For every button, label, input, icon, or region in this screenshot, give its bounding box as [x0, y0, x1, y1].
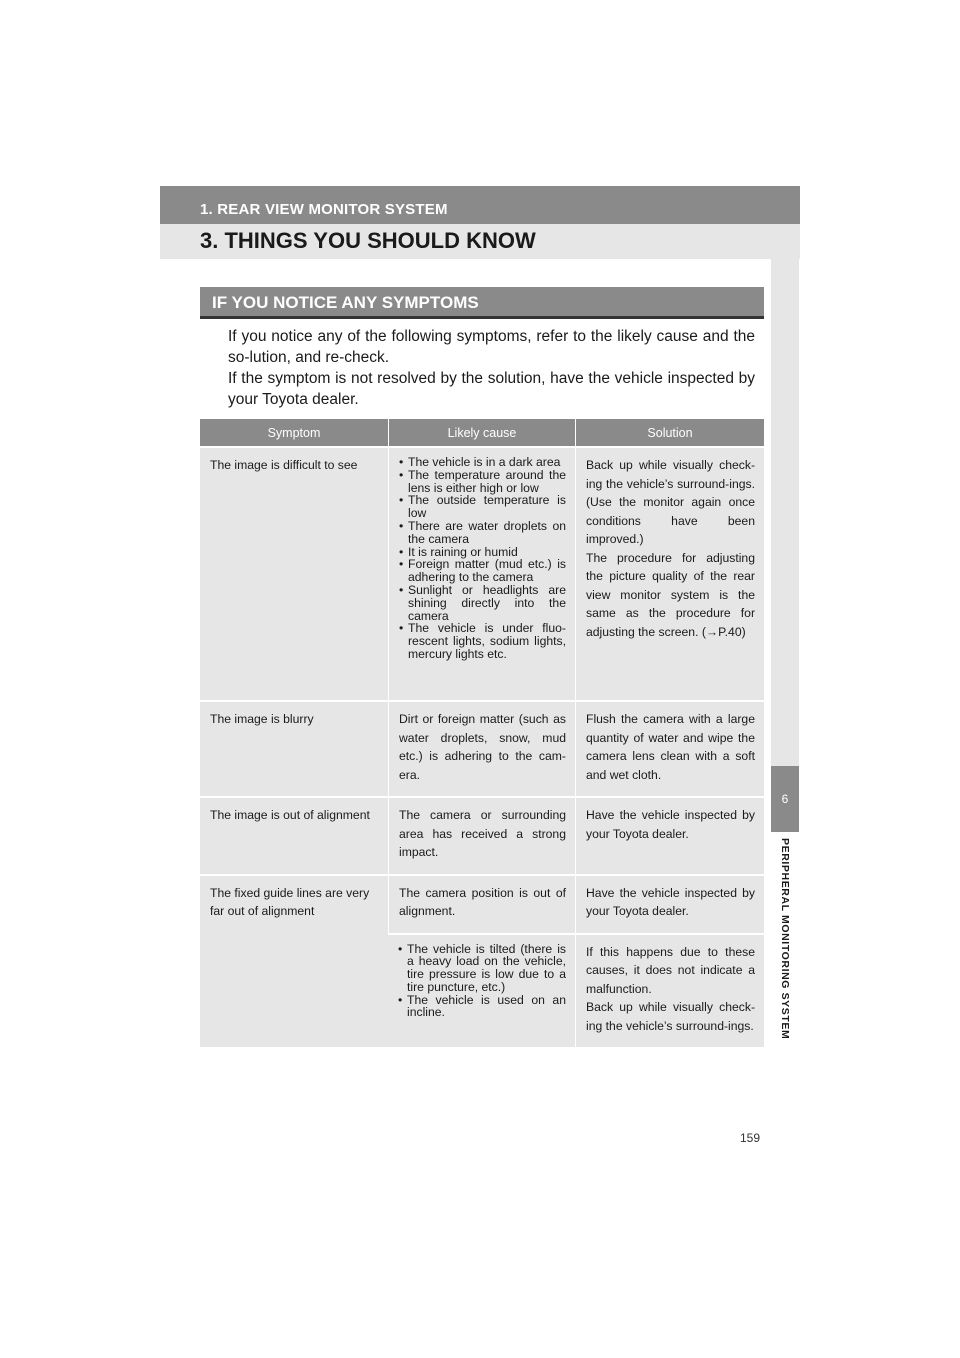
solution-cell: If this happens due to these causes, it does not indicate a malfunction. Back up while visually check-ing the vehicle’s surround-ings.: [575, 933, 764, 1048]
cause-cell: Dirt or foreign matter (such as water droplets, snow, mud etc.) is adhering to the cam-era.: [388, 700, 575, 796]
cause-list-item: • There are water droplets on the camera: [399, 520, 566, 546]
cause-list: [398, 943, 566, 1020]
cause-list-item: • The temperature around the lens is either high or low: [399, 469, 566, 495]
page-number: 159: [740, 1131, 761, 1145]
column-header-solution: Solution: [575, 419, 764, 446]
cause-cell: The camera position is out of alignment.: [388, 874, 575, 933]
cause-list-item: • The vehicle is used on an incline.: [398, 994, 566, 1020]
chapter-number-tab: 6: [771, 766, 799, 832]
solution-cell: Back up while visually check-ing the vehicle’s surround-ings. (Use the monitor again once conditions have been improved.) The procedure for adjusting the picture quality of the rear view monitor system is the same as the procedure for adjusting the screen. (→P.40): [575, 446, 764, 700]
cause-cell: [388, 446, 575, 700]
cause-cell: [388, 933, 575, 1048]
page-title: 3. THINGS YOU SHOULD KNOW: [200, 228, 536, 253]
chapter-label-text: PERIPHERAL MONITORING SYSTEM: [779, 838, 791, 1040]
table-row: [200, 874, 764, 933]
symptom-cell: The fixed guide lines are very far out of alignment: [200, 874, 388, 1048]
cause-list-item: • The vehicle is in a dark area: [399, 456, 566, 469]
section-label: 1. REAR VIEW MONITOR SYSTEM: [200, 201, 448, 218]
cause-list: [399, 456, 566, 661]
solution-cell: Have the vehicle inspected by your Toyota dealer.: [575, 796, 764, 874]
cause-list-item: • It is raining or humid: [399, 546, 566, 559]
cause-list-item: • The vehicle is tilted (there is a heavy load on the vehicle, tire pressure is low due to a tire puncture, etc.): [398, 943, 566, 994]
solution-cell: Have the vehicle inspected by your Toyota dealer.: [575, 874, 764, 933]
table-header-row: [200, 419, 764, 446]
symptom-cell: The image is difficult to see: [200, 446, 388, 700]
symptom-cell: The image is blurry: [200, 700, 388, 796]
intro-paragraph-2: If the symptom is not resolved by the solution, have the vehicle inspected by your Toyota dealer.: [228, 370, 755, 408]
solution-cell: Flush the camera with a large quantity of water and wipe the camera lens clean with a soft and wet cloth.: [575, 700, 764, 796]
intro-paragraph-1: If you notice any of the following symptoms, refer to the likely cause and the so-lution, and re-check.: [228, 328, 755, 366]
column-header-likely-cause: Likely cause: [388, 419, 575, 446]
chapter-side-label: [770, 838, 800, 1168]
cause-list-item: • The outside temperature is low: [399, 494, 566, 520]
table-row: [200, 700, 764, 796]
cause-list-item: • Foreign matter (mud etc.) is adhering to the camera: [399, 558, 566, 584]
symptom-table: [200, 419, 764, 1047]
symptom-cell: The image is out of alignment: [200, 796, 388, 874]
table-row: [200, 446, 764, 700]
cause-list-item: • Sunlight or headlights are shining directly into the camera: [399, 584, 566, 622]
column-header-symptom: Symptom: [200, 419, 388, 446]
side-band: [771, 259, 799, 766]
cause-list-item: • The vehicle is under fluo-rescent lights, sodium lights, mercury lights etc.: [399, 622, 566, 660]
subsection-title: IF YOU NOTICE ANY SYMPTOMS: [212, 293, 479, 312]
table-row: [200, 796, 764, 874]
cause-cell: The camera or surrounding area has received a strong impact.: [388, 796, 575, 874]
